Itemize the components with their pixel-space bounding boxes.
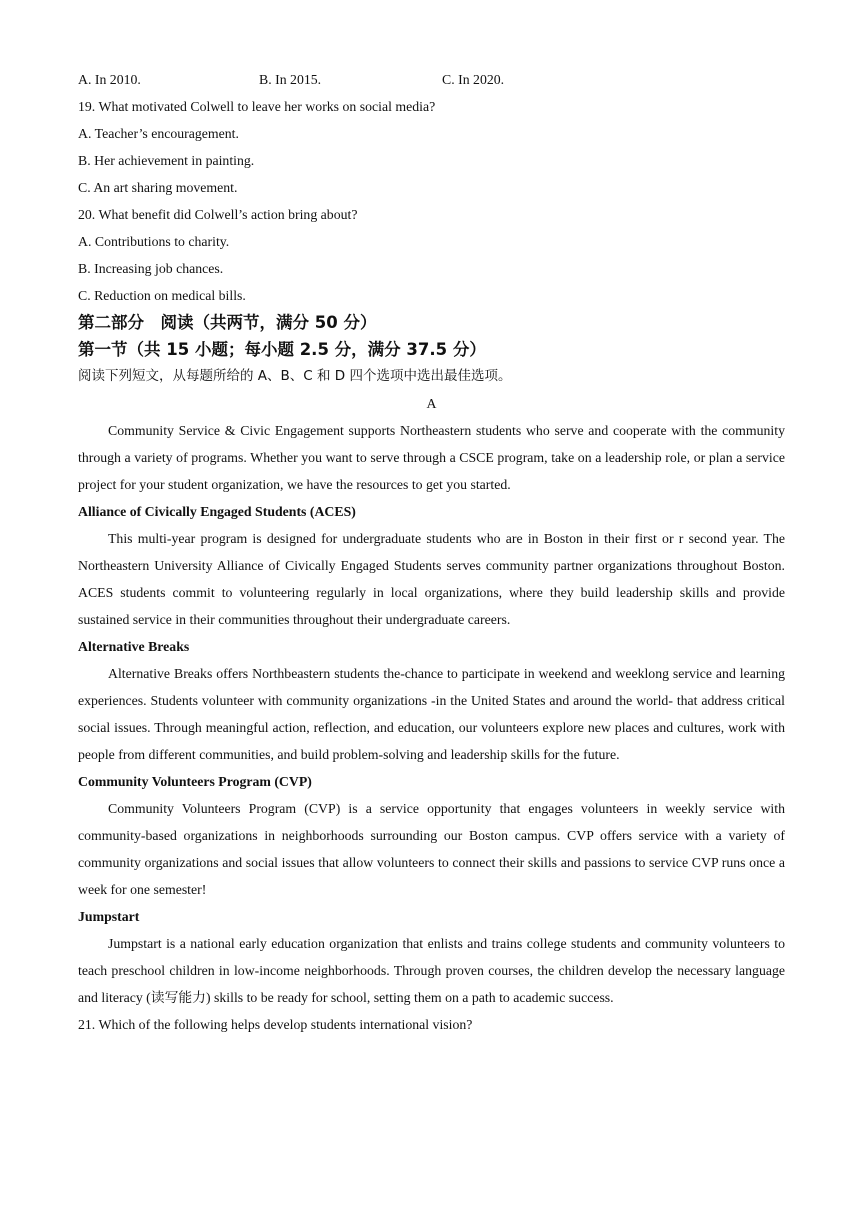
q19-option-a: A. Teacher’s encouragement. (78, 126, 239, 141)
q19-option-c: C. An art sharing movement. (78, 180, 238, 195)
q19-option-b: B. Her achievement in painting. (78, 153, 255, 168)
q21-stem: 21. Which of the following helps develop students international vision? (78, 1017, 473, 1032)
jumpstart-heading: Jumpstart (78, 909, 140, 924)
q19-stem: 19. What motivated Colwell to leave her works on social media? (78, 99, 436, 114)
q20-option-b: B. Increasing job chances. (78, 261, 224, 276)
alternative-breaks-heading: Alternative Breaks (78, 639, 190, 654)
instruction: 阅读下列短文，从每题所给的 A、B、C 和 D 四个选项中选出最佳选项。 (78, 368, 512, 384)
section-title: 第一节（共 15 小题；每小题 2.5 分，满分 37.5 分） (78, 340, 486, 359)
alternative-breaks-paragraph: Alternative Breaks offers Northbeastern students the-chance to participate in weekend and weeklong service and learning experiences. Students volunteer with community organizations -in the United States and around the world- that address critical social issues. Through meaningful action, reflection, and education, our volunteers explore new places and cultures, work with people from different communities, and build problem-solving and leadership skills for the future. (78, 666, 785, 762)
q18-option-a: A. In 2010. (78, 72, 141, 87)
passage-intro: Community Service & Civic Engagement supports Northeastern students who serve and cooperate with the community through a variety of programs. Whether you want to serve through a CSCE program, take on a leadership role, or plan a service project for your student organization, we have the resources to get you started. (78, 423, 785, 492)
aces-heading: Alliance of Civically Engaged Students (ACES) (78, 504, 356, 519)
aces-paragraph: This multi-year program is designed for undergraduate students who are in Boston in their first or r second year. The Northeastern University Alliance of Civically Engaged Students serves community partner organizations throughout Boston. ACES students commit to volunteering regularly in local organizations, where they build leadership skills and provide sustained service in their communities throughout their undergraduate careers. (78, 531, 785, 627)
cvp-heading: Community Volunteers Program (CVP) (78, 774, 312, 789)
q18-option-c: C. In 2020. (442, 72, 505, 87)
exam-page (78, 66, 785, 1038)
jumpstart-paragraph: Jumpstart is a national early education organization that enlists and trains college students and community volunteers to teach preschool children in low-income neighborhoods. Through proven courses, the children develop the necessary language and literacy (读写能力) skills to be ready for school, setting them on a path to academic success. (78, 936, 785, 1005)
part-title: 第二部分 阅读（共两节，满分 50 分） (78, 313, 377, 332)
q20-stem: 20. What benefit did Colwell’s action bring about? (78, 207, 358, 222)
passage-letter: A (426, 396, 437, 411)
q18-option-b: B. In 2015. (259, 72, 322, 87)
q20-option-a: A. Contributions to charity. (78, 234, 230, 249)
cvp-paragraph: Community Volunteers Program (CVP) is a service opportunity that engages volunteers in weekly service with community-based organizations in neighborhoods surrounding our Boston campus. CVP offers service with a variety of community organizations and social issues that allow volunteers to connect their skills and passions to service CVP runs once a week for one semester! (78, 801, 785, 897)
q20-option-c: C. Reduction on medical bills. (78, 288, 246, 303)
q18-options (78, 66, 785, 93)
